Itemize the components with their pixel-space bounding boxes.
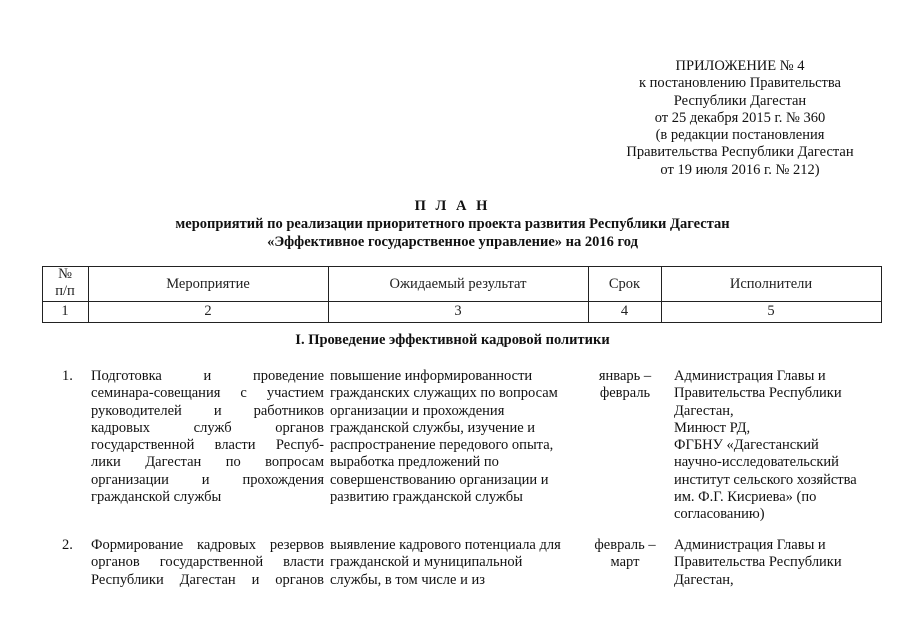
row-executors — [674, 537, 884, 589]
text-line: Правительства Республики — [674, 554, 842, 571]
text-line: Подготовка и проведение — [91, 368, 324, 384]
header-result: Ожидаемый результат — [389, 276, 527, 292]
appendix-line: Правительства Республики Дагестан — [626, 144, 854, 161]
col-number: 3 — [454, 303, 462, 319]
text-line: Администрация Главы и — [674, 368, 826, 384]
plan-subtitle-project: «Эффективное государственное управление» на 2016 год — [267, 234, 638, 250]
text-line: март — [610, 554, 640, 571]
appendix-line: от 19 июля 2016 г. № 212) — [660, 161, 820, 178]
text-line: выработка предложений по — [330, 454, 499, 471]
text-line: организации и прохождения — [91, 471, 324, 488]
text-line: им. Ф.Г. Кисриева» (по — [674, 489, 817, 506]
appendix-line: Республики Дагестан — [673, 92, 807, 109]
header-num — [42, 266, 88, 300]
text-line: распространение передового опыта, — [330, 437, 554, 454]
appendix-line: (в редакции постановления — [655, 127, 825, 144]
row-result — [330, 537, 585, 589]
text-line: семинара-совещания с участием — [91, 385, 324, 402]
text-line: лики Дагестан по вопросам — [91, 454, 324, 471]
row-term — [589, 537, 661, 572]
col-number: 4 — [620, 303, 629, 319]
text-line: Республики Дагестан и органов — [91, 571, 324, 588]
table-rule — [42, 322, 882, 323]
row-activity — [91, 368, 324, 506]
appendix-line: ПРИЛОЖЕНИЕ № 4 — [675, 58, 805, 74]
text-line: государственной власти Респуб- — [91, 437, 324, 454]
plan-title: П Л А Н — [414, 198, 491, 214]
text-line: гражданской и муниципальной — [330, 554, 523, 571]
text-line: Дагестан, — [674, 571, 734, 588]
text-line: январь – — [598, 368, 652, 384]
row-result — [330, 368, 585, 506]
col-number: 1 — [61, 303, 69, 319]
text-line: кадровых служб органов — [91, 419, 324, 436]
col-number: 2 — [204, 303, 212, 319]
text-line: повышение информированности — [330, 368, 533, 384]
table-divider — [881, 266, 882, 322]
text-line: ФГБНУ «Дагестанский — [674, 437, 819, 454]
row-number: 1. — [62, 368, 73, 384]
row-number: 2. — [62, 537, 73, 553]
text-line: Минюст РД, — [674, 419, 751, 436]
table-rule — [42, 301, 882, 302]
text-line: гражданской службы, изучение и — [330, 419, 536, 436]
text-line: Дагестан, — [674, 402, 734, 419]
text-line: гражданских служащих по вопросам — [330, 385, 558, 402]
appendix-header — [610, 58, 870, 179]
text-line: организации и прохождения — [330, 402, 505, 419]
text-line: Администрация Главы и — [674, 537, 826, 553]
text-line: научно-исследовательский — [674, 454, 839, 471]
row-activity — [91, 537, 324, 589]
text-line: гражданской службы — [91, 489, 222, 506]
text-line: органов государственной власти — [91, 554, 324, 571]
header-term: Срок — [608, 276, 641, 292]
appendix-line: от 25 декабря 2015 г. № 360 — [654, 109, 826, 126]
row-term — [589, 368, 661, 403]
text-line: февраль — [599, 385, 651, 402]
row-executors — [674, 368, 884, 524]
text-line: совершенствованию организации и — [330, 471, 549, 488]
plan-subtitle: мероприятий по реализации приоритетного проекта развития Республики Дагестан — [175, 216, 730, 232]
header-activity: Мероприятие — [166, 276, 250, 292]
table-rule — [42, 266, 882, 267]
header-executors: Исполнители — [729, 276, 813, 292]
text-line: развитию гражданской службы — [330, 489, 523, 506]
col-number: 5 — [767, 303, 775, 319]
text-line: службы, в том числе и из — [330, 571, 485, 588]
text-line: Правительства Республики — [674, 385, 842, 402]
section-heading: I. Проведение эффективной кадровой политики — [295, 332, 610, 348]
text-line: выявление кадрового потенциала для — [330, 537, 561, 553]
text-line: институт сельского хозяйства — [674, 471, 857, 488]
header-num-line: п/п — [55, 283, 75, 299]
appendix-line: к постановлению Правительства — [639, 75, 841, 92]
text-line: Формирование кадровых резервов — [91, 537, 324, 553]
text-line: согласованию) — [674, 506, 765, 523]
text-line: февраль – — [594, 537, 656, 553]
text-line: руководителей и работников — [91, 402, 324, 419]
header-num-line: № — [58, 266, 72, 282]
